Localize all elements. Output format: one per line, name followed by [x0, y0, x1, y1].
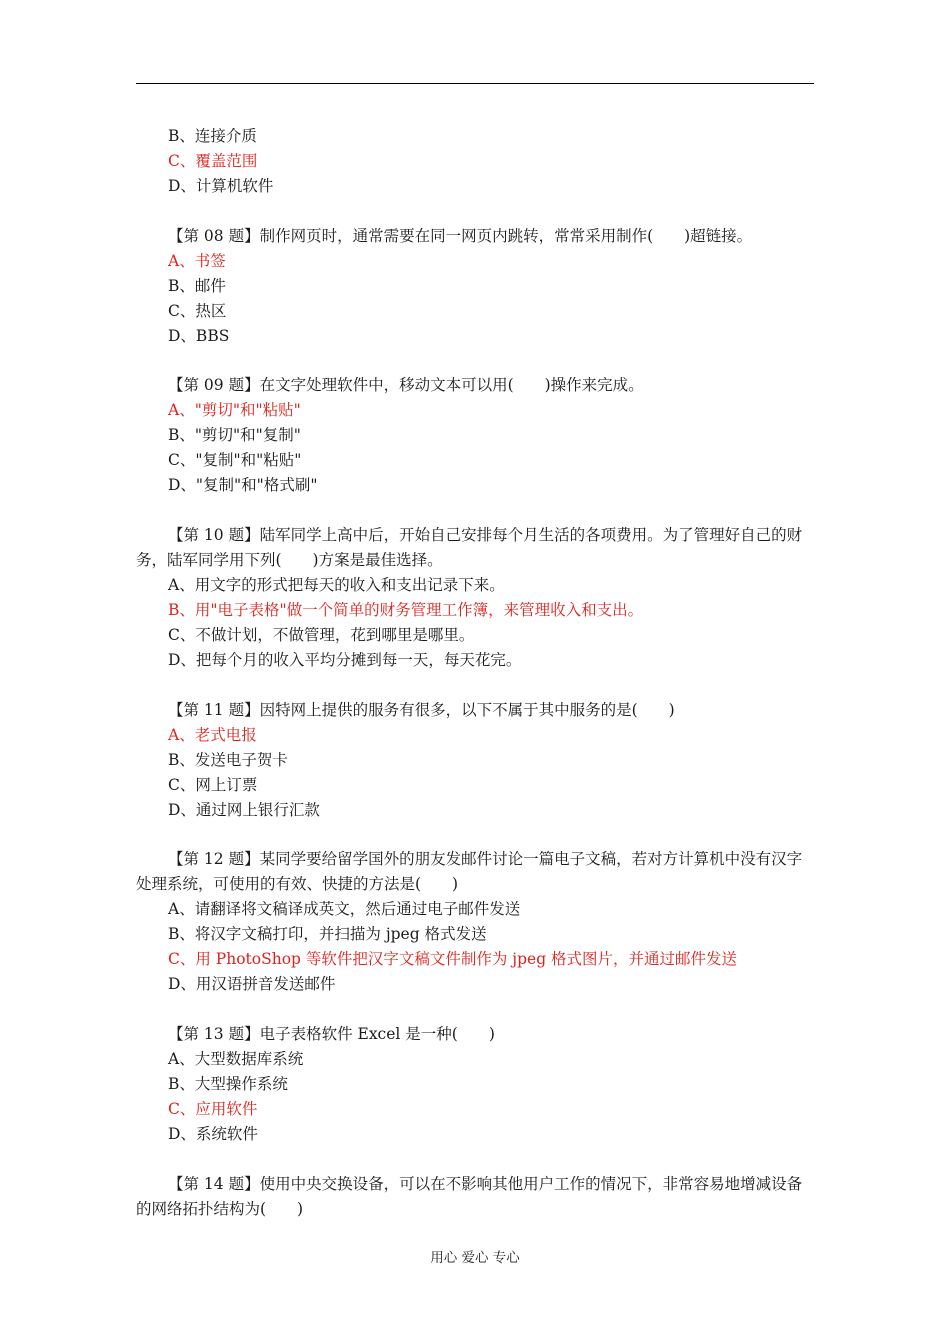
continued-options: [136, 124, 816, 199]
option-line: B、连接介质: [168, 127, 257, 145]
option-line: C、网上订票: [168, 775, 258, 794]
option-line: C、不做计划，不做管理，花到哪里是哪里。: [168, 626, 475, 645]
option-line-answer: A、"剪切"和"粘贴": [168, 401, 301, 420]
option-line-answer: C、应用软件: [168, 1100, 258, 1119]
question-block: [136, 1022, 816, 1147]
option-line: A、请翻译将文稿译成英文，然后通过电子邮件发送: [168, 900, 521, 919]
option-line: A、大型数据库系统: [168, 1050, 304, 1069]
option-line-answer: A、书签: [168, 251, 226, 270]
header-rule: [136, 83, 814, 84]
option-line: D、用汉语拼音发送邮件: [168, 975, 336, 994]
option-line: B、发送电子贺卡: [168, 750, 288, 769]
question-block: [136, 1172, 816, 1222]
option-line: D、BBS: [168, 326, 230, 345]
option-line-answer: A、老式电报: [168, 725, 257, 744]
option-line: B、邮件: [168, 276, 226, 295]
question-block: [136, 373, 816, 498]
option-line: C、热区: [168, 301, 227, 320]
question-stem: 【第 13 题】电子表格软件 Excel 是一种( ): [168, 1025, 495, 1044]
question-stem: 【第 08 题】制作网页时，通常需要在同一网页内跳转，常常采用制作( )超链接。: [168, 226, 753, 245]
option-line-answer: C、用 PhotoShop 等软件把汉字文稿文件制作为 jpeg 格式图片，并通过邮件发送: [168, 950, 738, 969]
question-block: [136, 847, 816, 997]
page-body: [136, 124, 816, 1222]
page-footer: 用心 爱心 专心: [430, 1250, 520, 1266]
question-block: [136, 523, 816, 673]
option-line: B、将汉字文稿打印，并扫描为 jpeg 格式发送: [168, 925, 487, 944]
option-line: A、用文字的形式把每天的收入和支出记录下来。: [168, 576, 505, 595]
option-line: D、把每个月的收入平均分摊到每一天，每天花完。: [168, 651, 522, 670]
question-stem: 【第 09 题】在文字处理软件中，移动文本可以用( )操作来完成。: [168, 376, 644, 395]
option-line: C、"复制"和"粘贴": [168, 451, 302, 470]
option-line-answer: C、覆盖范围: [168, 152, 258, 170]
option-line-answer: B、用"电子表格"做一个简单的财务管理工作簿，来管理收入和支出。: [168, 601, 644, 620]
question-stem: 【第 12 题】某同学要给留学国外的朋友发邮件讨论一篇电子文稿，若对方计算机中没有汉字处理系统，可使用的有效、快捷的方法是( ): [136, 850, 803, 894]
question-stem: 【第 10 题】陆军同学上高中后，开始自己安排每个月生活的各项费用。为了管理好自己的财务，陆军同学用下列( )方案是最佳选择。: [136, 526, 803, 570]
option-line: B、"剪切"和"复制": [168, 426, 301, 445]
question-block: [136, 224, 816, 349]
question-block: [136, 698, 816, 823]
question-stem: 【第 11 题】因特网上提供的服务有很多，以下不属于其中服务的是( ): [168, 700, 675, 719]
option-line: B、大型操作系统: [168, 1075, 288, 1094]
question-stem: 【第 14 题】使用中央交换设备，可以在不影响其他用户工作的情况下，非常容易地增减设备的网络拓扑结构为( ): [136, 1174, 803, 1218]
option-line: D、计算机软件: [168, 177, 274, 195]
option-line: D、系统软件: [168, 1125, 258, 1144]
option-line: D、"复制"和"格式刷": [168, 476, 318, 495]
option-line: D、通过网上银行汇款: [168, 800, 320, 819]
